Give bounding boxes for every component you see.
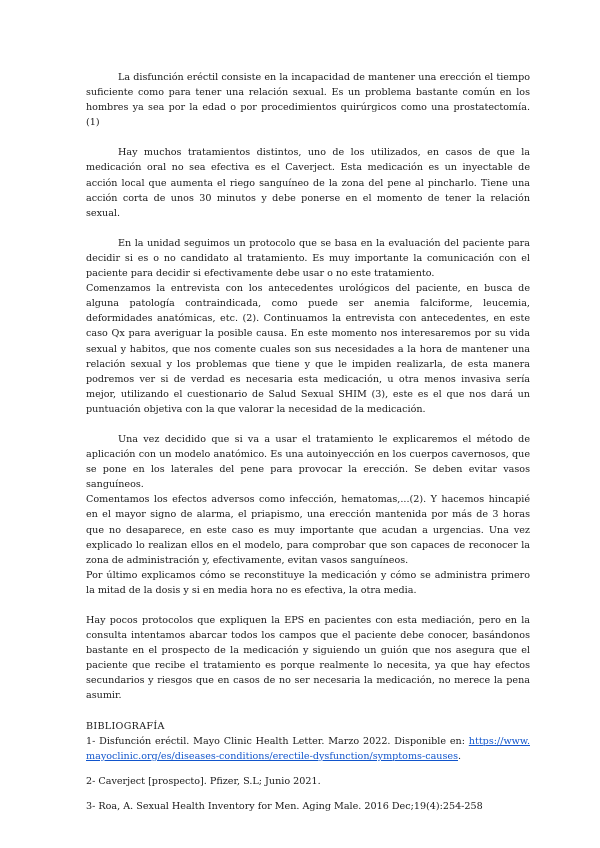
bibliography-ref-2: 2- Caverject [prospecto]. Pfizer, S.L; Junio 2021. xyxy=(86,775,321,787)
paragraph-protocol: En la unidad seguimos un protocolo que se basa en la evaluación del paciente para decidir si es o no candidato al tratamiento. Es muy importante la comunicación con el paciente para decidir si efectivamente debe usar o no este tratamiento. xyxy=(86,237,530,280)
ref-1-end: . xyxy=(458,750,462,762)
paragraph-application: Una vez decidido que si va a usar el tratamiento le explicaremos el método de aplicación con un modelo anatómico. Es una autoinyección en los cuerpos cavernosos, que se pone en los laterales del pene para provocar la erección. Se deben evitar vasos sanguíneos. xyxy=(86,433,530,491)
paragraph-conclusion: Hay pocos protocolos que expliquen la EPS en pacientes con esta mediación, pero en la consulta intentamos abarcar todos los campos que el paciente debe conocer, basándonos bastante en el prospecto de la medicación y siguiendo un guión que nos asegura que el paciente que recibe el tratamiento es porque realmente lo necesita, ya que hay efectos secundarios y riesgos que en casos de no ser necesaria la medicación, no merece la pena asumir. xyxy=(86,615,530,702)
bibliography-ref-3: 3- Roa, A. Sexual Health Inventory for Men. Aging Male. 2016 Dec;19(4):254-258 xyxy=(86,800,483,812)
ref-1-text: 1- Disfunción eréctil. Mayo Clinic Health Letter. Marzo 2022. Disponible en: xyxy=(86,735,465,747)
paragraph-reconstitution: Por último explicamos cómo se reconstituye la medicación y cómo se administra primero la mitad de la dosis y si en media hora no es efectiva, la otra media. xyxy=(86,569,530,596)
paragraph-adverse-effects: Comentamos los efectos adversos como infección, hematomas,...(2). Y hacemos hincapié en el mayor signo de alarma, el priapismo, una erección mantenida por más de 3 horas que no desaparece, en este caso es muy importante que acudan a urgencias. Una vez explicado lo realizan ellos en el modelo, para comprobar que son capaces de reconocer la zona de administración y, efectivamente, evitan vasos sanguíneos. xyxy=(86,494,530,566)
paragraph-treatments: Hay muchos tratamientos distintos, uno de los utilizados, en casos de que la medicación oral no sea efectiva es el Caverject. Esta medicación es un inyectable de acción local que aumenta el riego sanguíneo de la zona del pene al pincharlo. Tiene una acción corta de unos 30 minutos y debe ponerse en el momento de tener la relación sexual. xyxy=(86,147,530,219)
paragraph-interview: Comenzamos la entrevista con los antecedentes urológicos del paciente, en busca de alguna patología contraindicada, como puede ser anemia falciforme, leucemia, deformidades anatómicas, etc. (2). Continuamos la entrevista con antecedentes, en este caso Qx para averiguar la posible causa. En este momento nos interesaremos por su vida sexual y habitos, que nos comente cuales son sus necesidades a la hora de mantener una relación sexual y los problemas que tiene y que le impiden realizarla, de esta manera podremos ver si de verdad es necesaria esta medicación, u otra menos invasiva sería mejor, utilizando el cuestionario de Salud Sexual SHIM (3), este es el que nos dará un puntuación objetiva con la que valorar la necesidad de la medicación. xyxy=(86,283,530,415)
ref-1-link[interactable]: https://www.mayoclinic.org/es/diseases-conditions/erectile-dysfunction/symptoms-causes xyxy=(86,735,530,762)
bibliography-heading: BIBLIOGRAFÍA xyxy=(86,720,165,732)
paragraph-definition: La disfunción eréctil consiste en la incapacidad de mantener una erección el tiempo suficiente como para tener una relación sexual. Es un problema bastante común en los hombres ya sea por la edad o por procedimientos quirúrgicos como una prostatectomía. (1) xyxy=(86,72,530,129)
bibliography-ref-1 xyxy=(86,734,530,764)
